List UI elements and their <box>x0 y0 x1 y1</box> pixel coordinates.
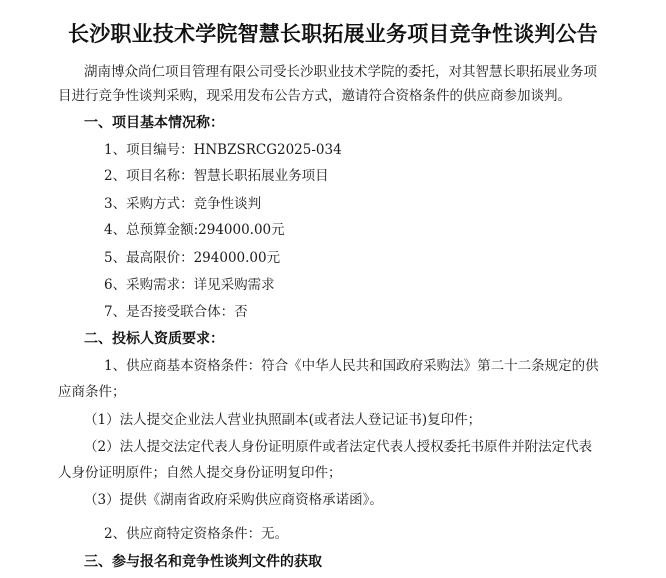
item-procurement-method: 3、采购方式：竞争性谈判 <box>104 196 262 212</box>
section-2-heading: 二、投标人资质要求： <box>84 331 224 347</box>
section-3-heading: 三、参与报名和竞争性谈判文件的获取 <box>84 554 322 570</box>
sub-requirement-3: （3）提供《湖南省政府采购供应商资格承诺函》。 <box>84 492 383 508</box>
sub-requirement-2-line-1: （2）法人提交法定代表人身份证明原件或者法定代表人授权委托书原件并附法定代表 <box>84 439 593 455</box>
intro-paragraph-line-1: 湖南博众尚仁项目管理有限公司受长沙职业技术学院的委托，对其智慧长职拓展业务项 <box>84 64 597 80</box>
sub-requirement-1: （1）法人提交企业法人营业执照副本(或者法人登记证书)复印件； <box>84 412 482 428</box>
requirement-1-line-1: 1、供应商基本资格条件：符合《中华人民共和国政府采购法》第二十二条规定的供 <box>104 358 599 374</box>
requirement-1-line-2: 应商条件； <box>58 384 126 400</box>
item-max-price: 5、最高限价：294000.00元 <box>104 250 281 266</box>
intro-paragraph-line-2: 目进行竞争性谈判采购，现采用发布公告方式，邀请符合资格条件的供应商参加谈判。 <box>58 88 571 104</box>
item-project-number: 1、项目编号：HNBZSRCG2025-034 <box>104 142 342 158</box>
item-total-budget: 4、总预算金额:294000.00元 <box>104 222 285 238</box>
item-procurement-requirement: 6、采购需求：详见采购需求 <box>104 277 275 293</box>
document-title: 长沙职业技术学院智慧长职拓展业务项目竞争性谈判公告 <box>68 22 598 46</box>
section-1-heading: 一、项目基本情况称： <box>84 115 224 131</box>
item-joint-venture: 7、是否接受联合体：否 <box>104 304 248 320</box>
sub-requirement-2-line-2: 人身份证明原件；自然人提交身份证明复印件； <box>58 465 342 481</box>
item-project-name: 2、项目名称：智慧长职拓展业务项目 <box>104 168 329 184</box>
requirement-2: 2、供应商特定资格条件：无。 <box>104 526 289 542</box>
